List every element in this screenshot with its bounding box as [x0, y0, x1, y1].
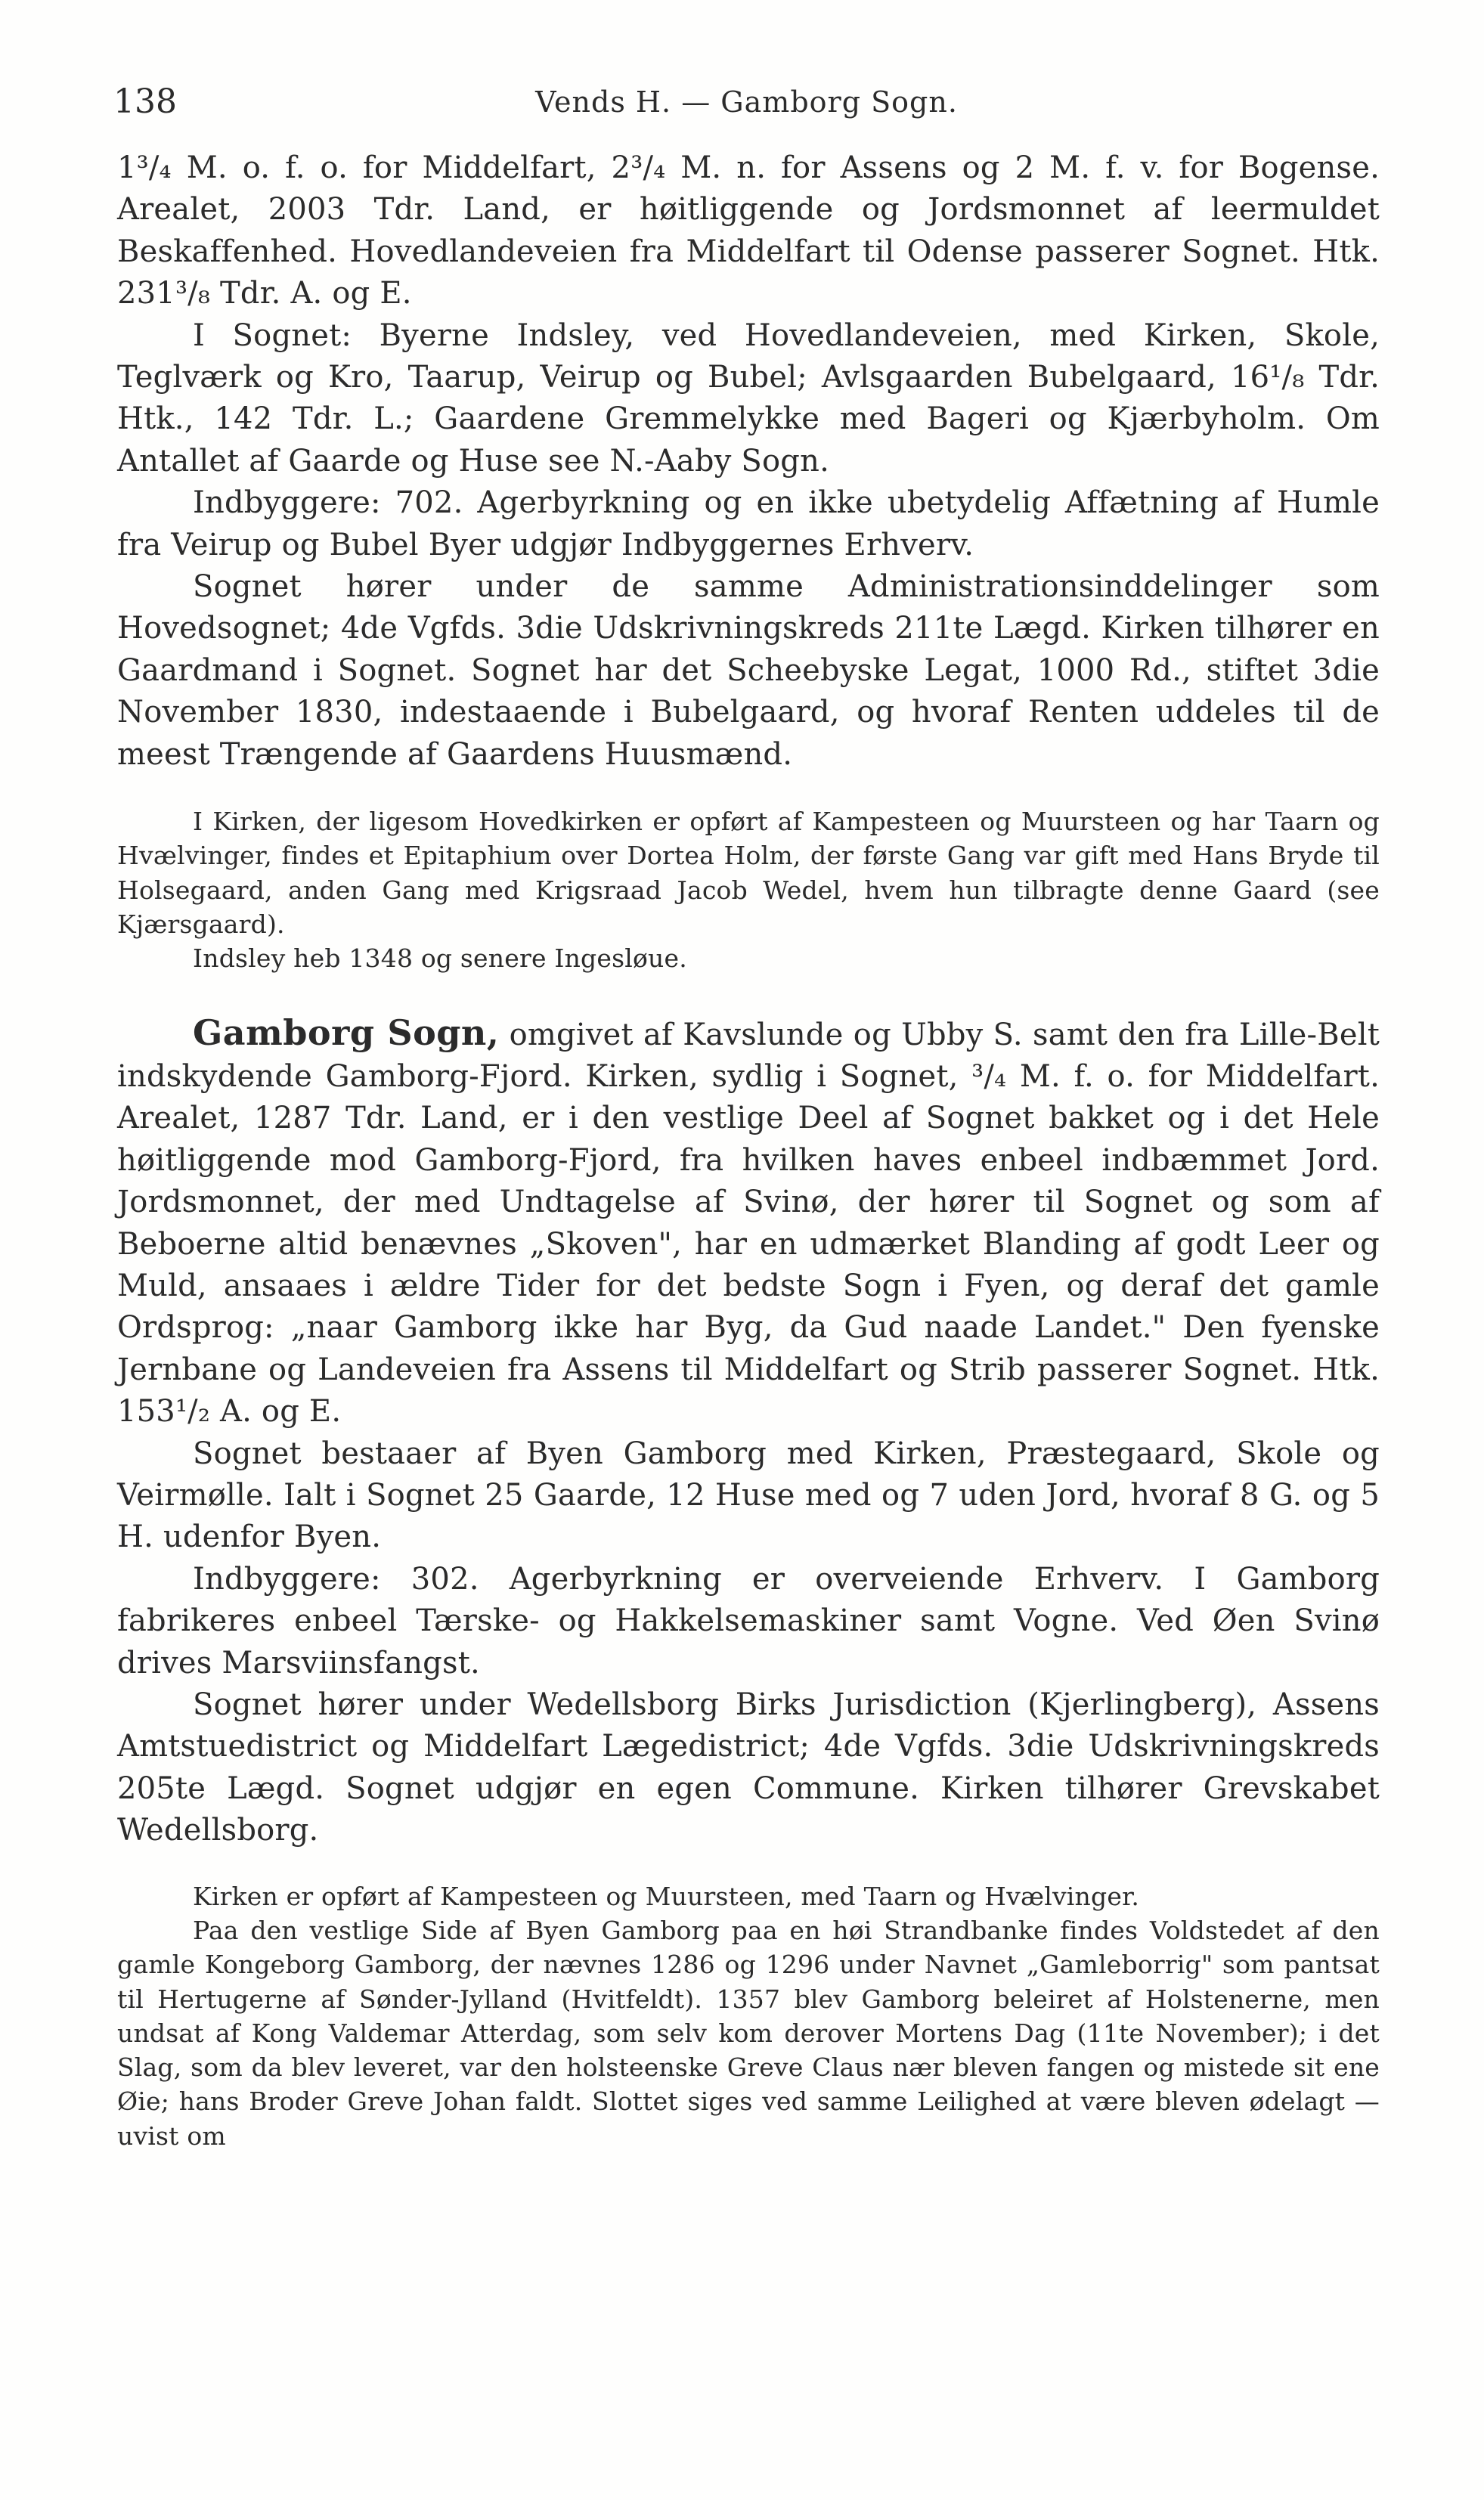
paragraph-gamborg-intro	[117, 1012, 1380, 1433]
note-gamborg-church: Kirken er opført af Kampesteen og Muursteen, med Taarn og Hvælvinger.	[193, 1881, 1140, 1911]
spacer	[117, 976, 1380, 1012]
page-number: 138	[113, 82, 177, 121]
page-body	[117, 147, 1380, 2153]
paragraph-gamborg-composition: Sognet bestaaer af Byen Gamborg med Kirken, Præstegaard, Skole og Veirmølle. Ialt i Sognet 25 Gaarde, 12 Huse med og 7 uden Jord, hvoraf 8 G. og 5 H. udenfor Byen.	[117, 1436, 1380, 1555]
section-title-gamborg: Gamborg Sogn,	[193, 1011, 500, 1053]
paragraph-area-description: 1³/₄ M. o. f. o. for Middelfart, 2³/₄ M. n. for Assens og 2 M. f. v. for Bogense. Arealet, 2003 Tdr. Land, er høitliggende og Jordsmonnet af leermuldet Beskaffenhed. Hovedlandeveien fra Middelfart til Odense passerer Sognet. Htk. 231³/₈ Tdr. A. og E.	[117, 150, 1380, 311]
spacer	[117, 1852, 1380, 1879]
note-gamborg-castle: Paa den vestlige Side af Byen Gamborg paa en høi Strandbanke findes Voldstedet af den gamle Kongeborg Gamborg, der nævnes 1286 og 1296 under Navnet „Gamleborrig" som pantsat til Hertugerne af Sønder-Jylland (Hvitfeldt). 1357 blev Gamborg beleiret af Holstenerne, men undsat af Kong Valdemar Atterdag, som selv kom derover Mortens Dag (11te November); i det Slag, som da blev leveret, var den holsteenske Greve Claus nær bleven fangen og mistede sit ene Øie; hans Broder Greve Johan faldt. Slottet siges ved samme Leilighed at være bleven ødelagt — uvist om	[117, 1916, 1380, 2151]
spacer	[117, 776, 1380, 804]
note-church: I Kirken, der ligesom Hovedkirken er opført af Kampesteen og Muursteen og har Taarn og Hvælvinger, findes et Epitaphium over Dortea Holm, der første Gang var gift med Hans Brydе til Holsegaard, anden Gang med Krigsraad Jacob Wedel, hvem hun tilbragte denne Gaard (see Kjærsgaard).	[117, 807, 1380, 939]
paragraph-administration: Sognet hører under de samme Administrationsinddelinger som Hovedsognet; 4de Vgfds. 3die Udskrivningskreds 211te Lægd. Kirken tilhører en Gaardmand i Sognet. Sognet har det Scheebyske Legat, 1000 Rd., stiftet 3die November 1830, indestaaende i Bubelgaard, og hvoraf Renten uddeles til de meest Trængende af Gaardens Huusmænd.	[117, 569, 1380, 772]
running-head: Vends H. — Gamborg Sogn.	[535, 85, 958, 119]
paragraph-gamborg-administration: Sognet hører under Wedellsborg Birks Jurisdiction (Kjerlingberg), Assens Amtstuedistrict og Middelfart Lægedistrict; 4de Vgfds. 3die Udskrivningskreds 205te Lægd. Sognet udgjør en egen Commune. Kirken tilhører Grevskabet Wedellsborg.	[117, 1687, 1380, 1848]
page-header	[113, 76, 1380, 129]
paragraph-gamborg-inhabitants: Indbyggere: 302. Agerbyrkning er overveiende Erhverv. I Gamborg fabrikeres enbeel Tærske- og Hakkelsemaskiner samt Vogne. Ved Øen Svinø drives Marsviinsfangst.	[117, 1561, 1380, 1681]
paragraph-gamborg-text: omgivet af Kavslunde og Ubby S. samt den fra Lille-Belt indskydende Gamborg-Fjord. Kirken, sydlig i Sognet, ³/₄ M. f. o. for Middelfart. Arealet, 1287 Tdr. Land, er i den vestlige Deel af Sognet bakket og i det Hele høitliggende mod Gamborg-Fjord, fra hvilken haves enbeel indbæmmet Jord. Jordsmonnet, der med Undtagelse af Svinø, der hører til Sognet og som af Beboerne altid benævnes „Skoven", har en udmærket Blanding af godt Leer og Muld, ansaaes i ældre Tider for det bedste Sogn i Fyen, og deraf det gamle Ordsprog: „naar Gamborg ikke har Byg, da Gud naade Landet." Den fyenske Jernbane og Landeveien fra Assens til Middelfart og Strib passerer Sognet. Htk. 153¹/₂ A. og E.	[117, 1017, 1380, 1430]
note-name-history: Indsley heb 1348 og senere Ingesløue.	[193, 943, 687, 974]
paragraph-villages: I Sognet: Byerne Indsley, ved Hovedlandeveien, med Kirken, Skole, Teglværk og Kro, Taarup, Veirup og Bubel; Avlsgaarden Bubelgaard, 16¹/₈ Tdr. Htk., 142 Tdr. L.; Gaardene Gremmelykke med Bageri og Kjærbyholm. Om Antallet af Gaarde og Huse see N.-Aaby Sogn.	[117, 318, 1380, 479]
paragraph-inhabitants: Indbyggere: 702. Agerbyrkning og en ikke ubetydelig Affætning af Humle fra Veirup og Bubel Byer udgjør Indbyggernes Erhverv.	[117, 485, 1380, 562]
